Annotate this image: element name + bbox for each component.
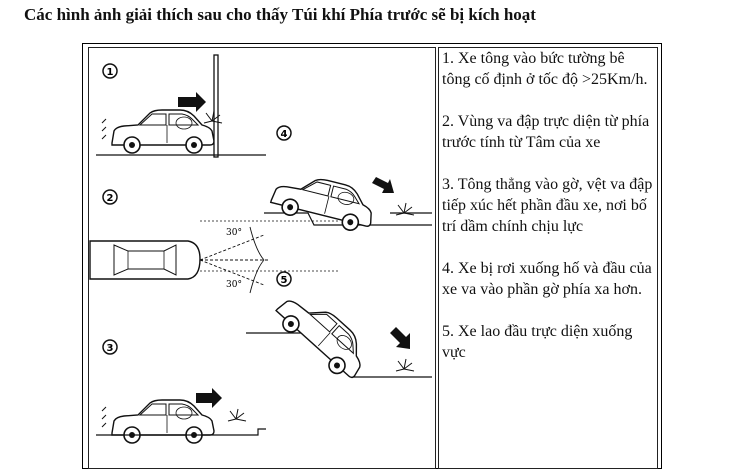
crash-5 xyxy=(396,359,414,371)
note-3: 3. Tông thẳng vào gờ, vệt va đập tiếp xúc hết phần đầu xe, nơi bố trí dầm chính chịu lực xyxy=(442,176,653,235)
arrow-1 xyxy=(178,92,206,112)
note-2: 2. Vùng va đập trực diện từ phía trước tính từ Tâm của xe xyxy=(442,113,650,151)
arrow-3 xyxy=(196,388,222,408)
arrow-5 xyxy=(390,327,410,349)
marker-4-label: 4 xyxy=(280,129,288,140)
note-5: 5. Xe lao đầu trực diện xuống vực xyxy=(442,323,633,361)
scenario-4-pit-crash xyxy=(264,126,432,235)
crash-1 xyxy=(204,111,222,123)
airbag-scenarios-illustration xyxy=(88,47,436,469)
car-5 xyxy=(271,285,376,385)
scenario-5-cliff-dive xyxy=(246,272,432,385)
explanation-list xyxy=(442,48,656,384)
marker-3-label: 3 xyxy=(106,343,114,354)
note-4: 4. Xe bị rơi xuống hố và đầu của xe va vào phần gờ phía xa hơn. xyxy=(442,260,652,298)
marker-5-label: 5 xyxy=(280,275,288,286)
marker-1-label: 1 xyxy=(106,67,114,78)
page-title: Các hình ảnh giải thích sau cho thấy Túi khí Phía trước sẽ bị kích hoạt xyxy=(24,5,536,24)
marker-2-label: 2 xyxy=(106,193,114,204)
note-1: 1. Xe tông vào bức tường bê tông cố định ở tốc độ >25Km/h. xyxy=(442,50,648,88)
angle-label-upper: 30° xyxy=(226,228,242,238)
car-3 xyxy=(112,400,214,443)
angle-label-lower: 30° xyxy=(226,280,242,290)
car-1 xyxy=(112,110,214,153)
arrow-4 xyxy=(372,177,394,193)
wall-1 xyxy=(214,55,218,157)
car-2-top-view xyxy=(90,241,200,279)
scenario-1-wall-crash xyxy=(96,55,266,157)
scenario-3-curb-crash xyxy=(96,340,266,443)
crash-3 xyxy=(228,409,246,421)
motion-lines-3 xyxy=(102,407,106,427)
motion-lines-1 xyxy=(102,119,106,139)
